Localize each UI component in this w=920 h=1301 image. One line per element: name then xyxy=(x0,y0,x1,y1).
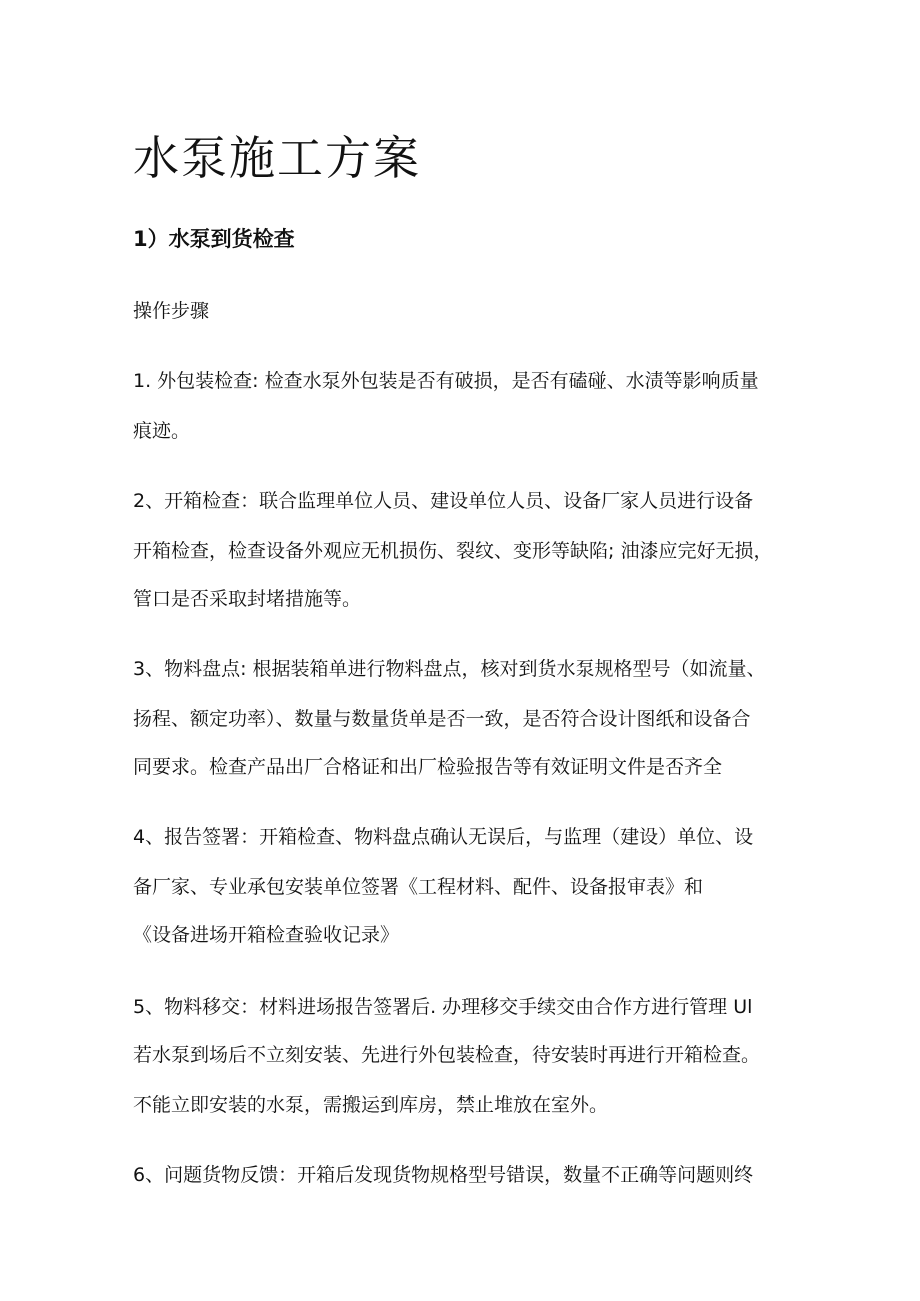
paragraph-5-line-2: 若水泵到场后不立刻安装、先进行外包装检查，待安装时再进行开箱检查。 xyxy=(133,1044,761,1066)
paragraph-2-line-2: 开箱检查，检查设备外观应无机损伤、裂纹、变形等缺陷; 油漆应完好无损， xyxy=(133,540,773,562)
steps-label: 操作步骤 xyxy=(133,300,210,322)
section-heading: 1）水泵到货检查 xyxy=(133,227,295,251)
paragraph-2-line-1: 2、开箱检查：联合监理单位人员、建设单位人员、设备厂家人员进行设备 xyxy=(133,490,754,512)
paragraph-3-line-3: 同要求。检查产品出厂合格证和出厂检验报告等有效证明文件是否齐全 xyxy=(133,756,723,778)
paragraph-4-line-2: 备厂家、专业承包安装单位签署《工程材料、配件、设备报审表》和 xyxy=(133,876,704,898)
paragraph-4-line-1: 4、报告签署：开箱检查、物料盘点确认无误后，与监理（建设）单位、设 xyxy=(133,826,754,848)
paragraph-5-line-3: 不能立即安装的水泵，需搬运到库房，禁止堆放在室外。 xyxy=(133,1094,609,1116)
paragraph-1-line-2: 痕迹。 xyxy=(133,420,191,442)
paragraph-5-line-1: 5、物料移交：材料进场报告签署后. 办理移交手续交由合作方进行管理 Ul xyxy=(133,996,753,1018)
paragraph-6-line-1: 6、问题货物反馈：开箱后发现货物规格型号错误，数量不正确等问题则终 xyxy=(133,1164,754,1186)
paragraph-2-line-3: 管口是否采取封堵措施等。 xyxy=(133,588,362,610)
paragraph-3-line-2: 扬程、额定功率）、数量与数量货单是否一致，是否符合设计图纸和设备合 xyxy=(133,708,751,730)
paragraph-3-line-1: 3、物料盘点: 根据装箱单进行物料盘点，核对到货水泵规格型号（如流量、 xyxy=(133,658,766,680)
paragraph-4-line-3: 《设备进场开箱检查验收记录》 xyxy=(133,924,400,946)
paragraph-1-line-1: 1. 外包装检查: 检查水泵外包装是否有破损，是否有磕碰、水渍等影响质量 xyxy=(133,370,759,392)
document-title: 水泵施工方案 xyxy=(133,131,421,185)
